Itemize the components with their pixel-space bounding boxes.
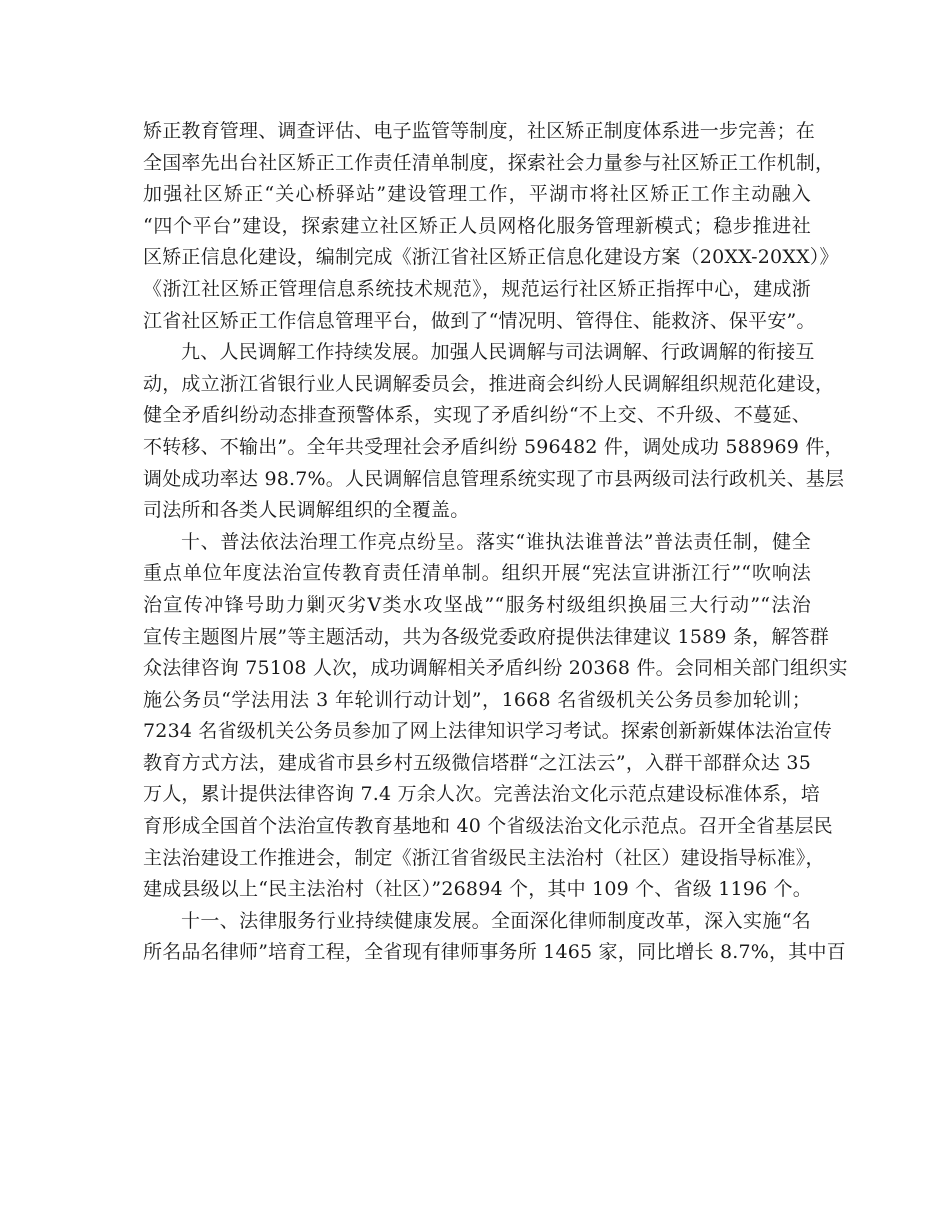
text-line: 不转移、不输出”。全年共受理社会矛盾纠纷 596482 件，调处成功 588969 件， (143, 435, 844, 458)
text-line: 主法治建设工作推进会，制定《浙江省省级民主法治村（社区）建设指导标准》， (143, 846, 825, 869)
text-line: 动，成立浙江省银行业人民调解委员会，推进商会纠纷人民调解组织规范化建设， (143, 372, 835, 395)
text-line: 全国率先出台社区矫正工作责任清单制度，探索社会力量参与社区矫正工作机制， (143, 151, 835, 174)
text-line: 《浙江社区矫正管理信息系统技术规范》，规范运行社区矫正指挥中心，建成浙 (143, 277, 811, 300)
text-line: 重点单位年度法治宣传教育责任清单制。组织开展“宪法宣讲浙江行”“吹响法 (143, 562, 811, 585)
paragraph-community-correction (143, 116, 839, 337)
text-line: 十、普法依法治理工作亮点纷呈。落实“谁执法谁普法”普法责任制，健全 (181, 530, 811, 553)
text-line: 治宣传冲锋号助力剿灭劣Ⅴ类水攻坚战”“服务村级组织换届三大行动”“法治 (143, 593, 811, 616)
text-line: 加强社区矫正“关心桥驿站”建设管理工作，平湖市将社区矫正工作主动融入 (143, 183, 811, 206)
text-line: 7234 名省级机关公务员参加了网上法律知识学习考试。探索创新新媒体法治宣传 (143, 720, 832, 743)
text-line: 宣传主题图片展”等主题活动，共为各级党委政府提供法律建议 1589 条，解答群 (143, 625, 829, 648)
text-line: 众法律咨询 75108 人次，成功调解相关矛盾纠纷 20368 件。会同相关部门组织实 (143, 657, 848, 680)
text-line: 江省社区矫正工作信息管理平台，做到了“情况明、管得住、能救济、保平安”。 (143, 309, 816, 332)
text-line: 育形成全国首个法治宣传教育基地和 40 个省级法治文化示范点。召开全省基层民 (143, 815, 833, 838)
text-line: 教育方式方法，建成省市县乡村五级微信塔群“之江法云”，入群干部群众达 35 (143, 751, 811, 774)
text-line: 司法所和各类人民调解组织的全覆盖。 (143, 499, 470, 522)
text-line: 所名品名律师”培育工程，全省现有律师事务所 1465 家，同比增长 8.7%，其中百 (143, 941, 846, 964)
text-line: 调处成功率达 98.7%。人民调解信息管理系统实现了市县两级司法行政机关、基层 (143, 467, 845, 490)
paragraph-legal-services (143, 906, 846, 969)
text-line: 区矫正信息化建设，编制完成《浙江省社区矫正信息化建设方案（20XX-20XX）》 (143, 246, 839, 269)
text-line: 健全矛盾纠纷动态排查预警体系，实现了矛盾纠纷“不上交、不升级、不蔓延、 (143, 404, 811, 427)
text-line: “四个平台”建设，探索建立社区矫正人员网格化服务管理新模式；稳步推进社 (143, 214, 811, 237)
text-line: 十一、法律服务行业持续健康发展。全面深化律师制度改革，深入实施“名 (181, 909, 811, 932)
paragraph-law-popularization (143, 527, 848, 906)
text-line: 建成县级以上“民主法治村（社区）”26894 个，其中 109 个、省级 1196 个。 (143, 878, 812, 901)
text-line: 矫正教育管理、调查评估、电子监管等制度，社区矫正制度体系进一步完善；在 (143, 120, 816, 142)
text-line: 万人，累计提供法律咨询 7.4 万余人次。完善法治文化示范点建设标准体系，培 (143, 783, 820, 806)
paragraph-people-mediation (143, 337, 845, 527)
text-line: 施公务员“学法用法 3 年轮训行动计划”，1668 名省级机关公务员参加轮训； (143, 688, 811, 711)
document-body (143, 116, 848, 969)
text-line: 九、人民调解工作持续发展。加强人民调解与司法调解、行政调解的衔接互 (181, 341, 815, 364)
